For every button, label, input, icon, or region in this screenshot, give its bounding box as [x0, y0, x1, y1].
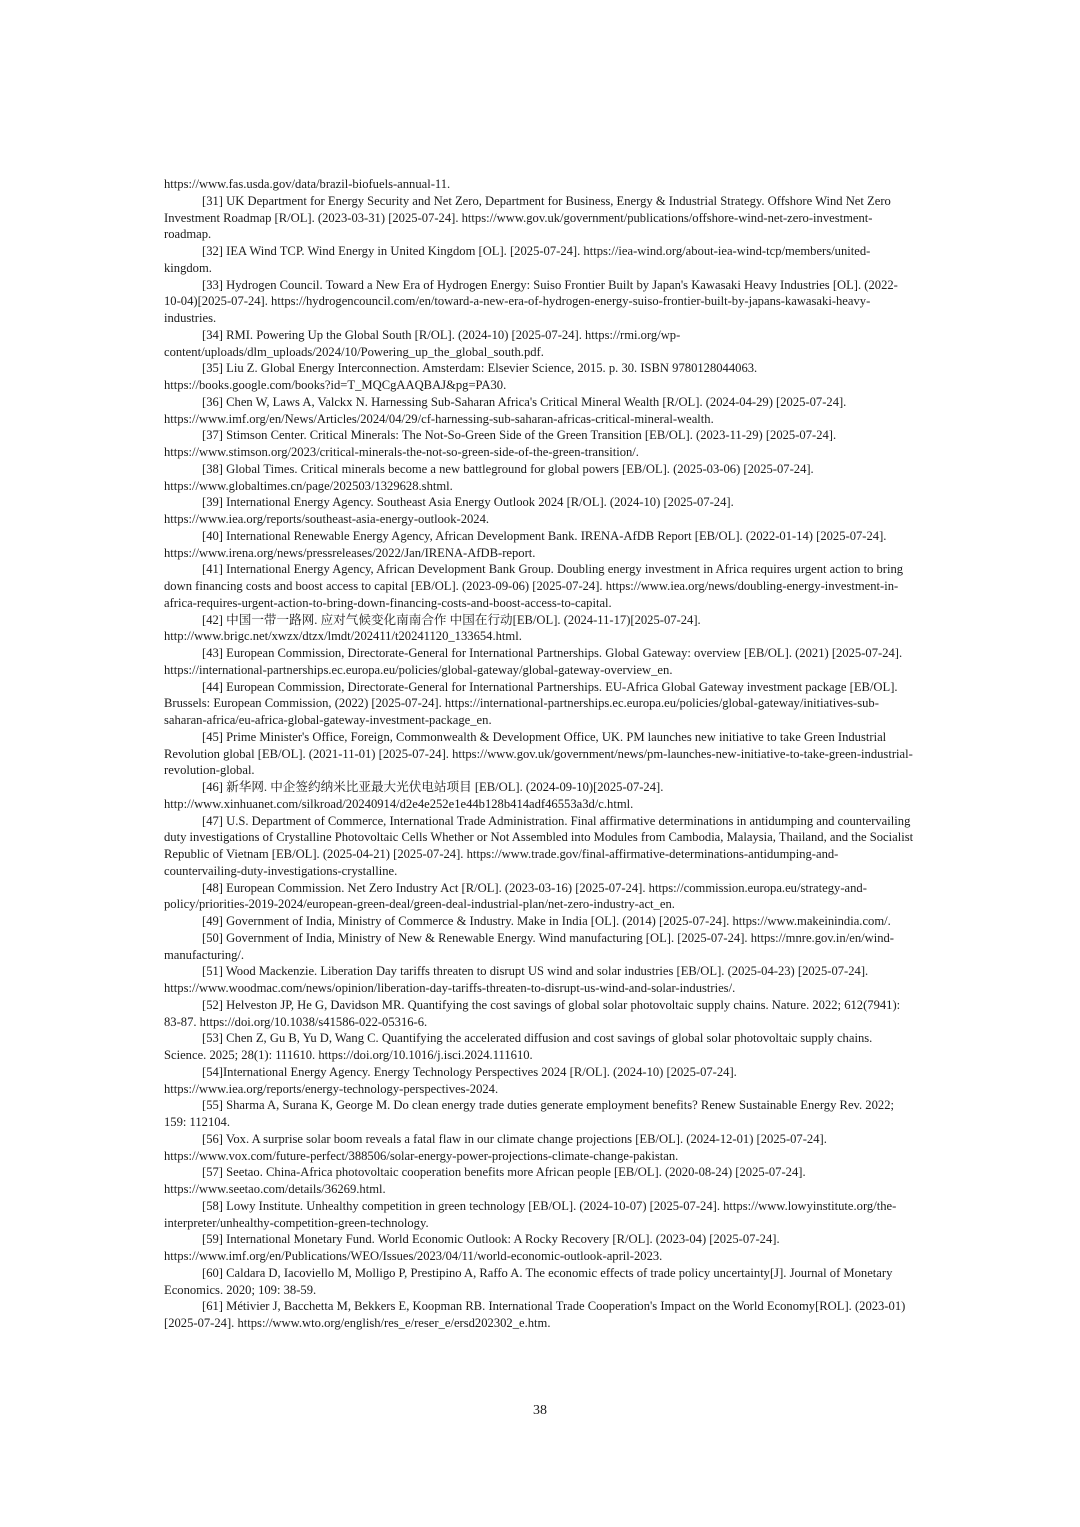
reference-56: [56] Vox. A surprise solar boom reveals a fatal flaw in our climate change projections [EB/OL]. (2024-12-01) [2025-07-24]. https://www.vox.com/future-perfect/388506/solar-energy-power-projections-climate-change-pakistan.: [164, 1131, 827, 1163]
reference-37: [37] Stimson Center. Critical Minerals: The Not-So-Green Side of the Green Transition [EB/OL]. (2023-11-29) [2025-07-24]. https://www.stimson.org/2023/critical-minerals-the-not-so-green-side-of-the-green-transition/.: [164, 428, 837, 459]
reference-47: [47] U.S. Department of Commerce, International Trade Administration. Final affirmative determinations in antidumping and countervailing duty investigations of Crystalline Photovoltaic Cells Whether or Not Assembled into Modules from Cambodia, Malaysia, Thailand, and the Socialist Republic of Vietnam [EB/OL]. (2025-04-21) [2025-07-24]. https://www.trade.gov/final-affirmative-determinations-antidumping-and-countervailing-duty-investigations-crystalline.: [164, 813, 914, 878]
reference-33: [33] Hydrogen Council. Toward a New Era of Hydrogen Energy: Suiso Frontier Built by Japan's Kawasaki Heavy Industries [OL]. (2022-10-04)[2025-07-24]. https://hydrogencouncil.com/en/toward-a-new-era-of-hydrogen-energy-suiso-frontier-built-by-japans-kawasaki-heavy-industries.: [164, 277, 898, 325]
reference-38: [38] Global Times. Critical minerals become a new battleground for global powers [EB/OL]. (2025-03-06) [2025-07-24]. https://www.globaltimes.cn/page/202503/1329628.shtml.: [164, 461, 814, 493]
reference-59: [59] International Monetary Fund. World Economic Outlook: A Rocky Recovery [R/OL]. (2023-04) [2025-07-24]. https://www.imf.org/en/Publications/WEO/Issues/2023/04/11/world-economic-outlook-april-2023.: [164, 1232, 780, 1263]
reference-43: [43] European Commission, Directorate-General for International Partnerships. Global Gateway: overview [EB/OL]. (2021) [2025-07-24]. https://international-partnerships.ec.europa.eu/policies/global-gateway/global-gateway-overview_en.: [164, 646, 903, 677]
reference-32: [32] IEA Wind TCP. Wind Energy in United Kingdom [OL]. [2025-07-24]. https://iea-wind.org/about-iea-wind-tcp/members/united-kingdom.: [164, 244, 871, 275]
reference-53: [53] Chen Z, Gu B, Yu D, Wang C. Quantifying the accelerated diffusion and cost savings of global solar photovoltaic supply chains. Science. 2025; 28(1): 111610. https://doi.org/10.1016/j.isci.2024.111610.: [164, 1031, 873, 1062]
reference-49: [49] Government of India, Ministry of Commerce & Industry. Make in India [OL]. (2014) [2025-07-24]. https://www.makeinindia.com/.: [202, 914, 891, 928]
reference-44: [44] European Commission, Directorate-General for International Partnerships. EU-Africa Global Gateway investment package [EB/OL]. Brussels: European Commission, (2022) [2025-07-24]. https://international-partnerships.ec.europa.eu/policies/global-gateway/initiatives-sub-saharan-africa/eu-africa-global-gateway-investment-package_en.: [164, 679, 898, 727]
reference-36: [36] Chen W, Laws A, Valckx N. Harnessing Sub-Saharan Africa's Critical Mineral Wealth [R/OL]. (2024-04-29) [2025-07-24]. https://www.imf.org/en/News/Articles/2024/04/29/cf-harnessing-sub-saharan-africas-critical-mineral-wealth.: [164, 394, 847, 426]
reference-60: [60] Caldara D, Iacoviello M, Molligo P, Prestipino A, Raffo A. The economic effects of trade policy uncertainty[J]. Journal of Monetary Economics. 2020; 109: 38-59.: [164, 1265, 893, 1297]
reference-39: [39] International Energy Agency. Southeast Asia Energy Outlook 2024 [R/OL]. (2024-10) [2025-07-24]. https://www.iea.org/reports/southeast-asia-energy-outlook-2024.: [164, 495, 734, 526]
reference-45: [45] Prime Minister's Office, Foreign, Commonwealth & Development Office, UK. PM launches new initiative to take Green Industrial Revolution global [EB/OL]. (2021-11-01) [2025-07-24]. https://www.gov.uk/government/news/pm-launches-new-initiative-to-take-green-industrial-revolution-global.: [164, 729, 913, 778]
page-number: 38: [533, 1403, 547, 1418]
reference-50: [50] Government of India, Ministry of New & Renewable Energy. Wind manufacturing [OL]. [2025-07-24]. https://mnre.gov.in/en/wind-manufacturing/.: [164, 930, 894, 962]
reference-51: [51] Wood Mackenzie. Liberation Day tariffs threaten to disrupt US wind and solar industries [EB/OL]. (2025-04-23) [2025-07-24]. https://www.woodmac.com/news/opinion/liberation-day-tariffs-threaten-to-disrupt-us-wind-and-solar-industries/.: [164, 964, 869, 995]
reference-42: [42] 中国一带一路网. 应对气候变化南南合作 中国在行动[EB/OL]. (2024-11-17)[2025-07-24]. http://www.brigc.net/xwzx/dtzx/lmdt/202411/t20241120_133654.html.: [164, 612, 701, 644]
reference-52: [52] Helveston JP, He G, Davidson MR. Quantifying the cost savings of global solar photovoltaic supply chains. Nature. 2022; 612(7941): 83-87. https://doi.org/10.1038/s41586-022-05316-6.: [164, 997, 901, 1029]
reference-41: [41] International Energy Agency, African Development Bank Group. Doubling energy investment in Africa requires urgent action to bring down financing costs and boost access to capital [EB/OL]. (2023-09-06) [2025-07-24]. https://www.iea.org/news/doubling-energy-investment-in-africa-requires-urgent-action-to-bring-down-financing-costs-and-boost-access-to-capital.: [164, 562, 904, 610]
reference-57: [57] Seetao. China-Africa photovoltaic cooperation benefits more African people [EB/OL]. (2020-08-24) [2025-07-24]. https://www.seetao.com/details/36269.html.: [164, 1165, 806, 1196]
reference-46: [46] 新华网. 中企签约纳米比亚最大光伏电站项目 [EB/OL]. (2024-09-10)[2025-07-24]. http://www.xinhuanet.com/silkroad/20240914/d2e4e252e1e44b128b414adf46553a3d/c.html.: [164, 780, 664, 811]
reference-40: [40] International Renewable Energy Agency, African Development Bank. IRENA-AfDB Report [EB/OL]. (2022-01-14) [2025-07-24]. https://www.irena.org/news/pressreleases/2022/Jan/IRENA-AfDB-report.: [164, 528, 887, 560]
reference-continuation: https://www.fas.usda.gov/data/brazil-biofuels-annual-11.: [164, 177, 451, 191]
reference-61: [61] Métivier J, Bacchetta M, Bekkers E, Koopman RB. International Trade Cooperation's Impact on the World Economy[ROL]. (2023-01)[2025-07-24]. https://www.wto.org/english/res_e/reser_e/ersd202302_e.htm.: [164, 1299, 906, 1330]
reference-55: [55] Sharma A, Surana K, George M. Do clean energy trade duties generate employment benefits? Renew Sustainable Energy Rev. 2022; 159: 112104.: [164, 1098, 894, 1129]
reference-31: [31] UK Department for Energy Security and Net Zero, Department for Business, Energy & Industrial Strategy. Offshore Wind Net Zero Investment Roadmap [R/OL]. (2023-03-31) [2025-07-24]. https://www.gov.uk/government/publications/offshore-wind-net-zero-investment-roadmap.: [164, 193, 891, 242]
reference-list: [164, 176, 914, 1332]
reference-35: [35] Liu Z. Global Energy Interconnection. Amsterdam: Elsevier Science, 2015. p. 30. ISBN 9780128044063. https://books.google.com/books?id=T_MQCgAAQBAJ&pg=PA30.: [164, 361, 758, 392]
reference-34: [34] RMI. Powering Up the Global South [R/OL]. (2024-10) [2025-07-24]. https://rmi.org/wp-content/uploads/dlm_uploads/2024/10/Powering_up_the_global_south.pdf.: [164, 327, 681, 359]
reference-54: [54]International Energy Agency. Energy Technology Perspectives 2024 [R/OL]. (2024-10) [2025-07-24]. https://www.iea.org/reports/energy-technology-perspectives-2024.: [164, 1064, 737, 1096]
reference-48: [48] European Commission. Net Zero Industry Act [R/OL]. (2023-03-16) [2025-07-24]. https://commission.europa.eu/strategy-and-policy/priorities-2019-2024/european-green-deal/green-deal-industrial-plan/net-zero-industry-act_en.: [164, 880, 867, 912]
reference-58: [58] Lowy Institute. Unhealthy competition in green technology [EB/OL]. (2024-10-07) [2025-07-24]. https://www.lowyinstitute.org/the-interpreter/unhealthy-competition-green-technology.: [164, 1198, 897, 1230]
